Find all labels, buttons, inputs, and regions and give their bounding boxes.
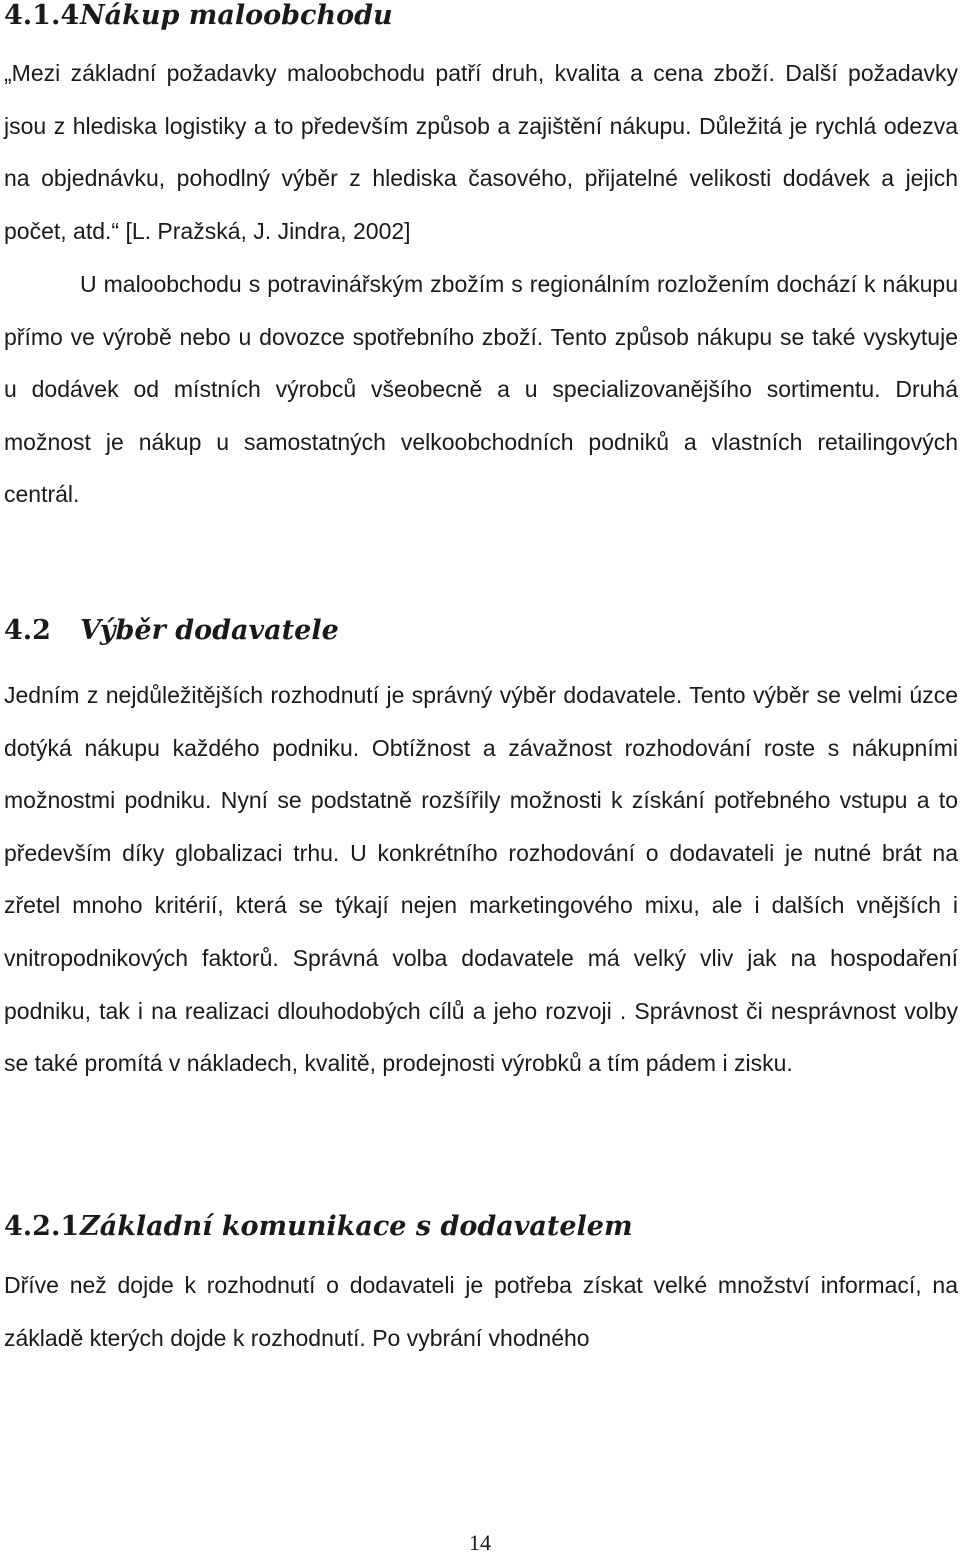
section-title: Výběr dodavatele (80, 615, 339, 646)
section-title: Nákup maloobchodu (80, 0, 393, 31)
paragraph-communication: Dříve než dojde k rozhodnutí o dodavateli je potřeba získat velké množství informací, na základě kterých dojde k rozhodnutí. Po vybrání vhodného (4, 1272, 958, 1351)
section-number: 4.2 (4, 615, 51, 646)
page-number: 14 (469, 1530, 491, 1555)
section-heading-4-1-4 (4, 0, 393, 31)
section-heading-4-2 (4, 615, 339, 646)
section-number: 4.1.4 (4, 0, 80, 31)
paragraph-food-retail: U maloobchodu s potravinářským zbožím s regionálním rozložením dochází k nákupu přímo ve výrobě nebo u dovozce spotřebního zboží. Tento způsob nákupu se také vyskytuje u dodávek od místních výrobců všeobecně a u specializovanějšího sortimentu. Druhá možnost je nákup u samostatných velkoobchodních podniků a vlastních retailingových centrál. (4, 271, 958, 508)
section-heading-4-2-1 (4, 1211, 633, 1242)
section-number: 4.2.1 (4, 1211, 80, 1242)
paragraph-supplier-selection: Jedním z nejdůležitějších rozhodnutí je správný výběr dodavatele. Tento výběr se velmi úzce dotýká nákupu každého podniku. Obtížnost a závažnost rozhodování roste s nákupními možnostmi podniku. Nyní se podstatně rozšířily možnosti k získání potřebného vstupu a to především díky globalizaci trhu. U konkrétního rozhodování o dodavateli je nutné brát na zřetel mnoho kritérií, která se týkají nejen marketingového mixu, ale i dalších vnějších i vnitropodnikových faktorů. Správná volba dodavatele má velký vliv jak na hospodaření podniku, tak i na realizaci dlouhodobých cílů a jeho rozvoji . Správnost či nesprávnost volby se také promítá v nákladech, kvalitě, prodejnosti výrobků a tím pádem i zisku. (4, 682, 958, 1077)
paragraph-quote: „Mezi základní požadavky maloobchodu patří druh, kvalita a cena zboží. Další požadavky jsou z hlediska logistiky a to především způsob a zajištění nákupu. Důležitá je rychlá odezva na objednávku, pohodlný výběr z hlediska časového, přijatelné velikosti dodávek a jejich počet, atd.“ [L. Pražská, J. Jindra, 2002] (4, 60, 958, 244)
section-title: Základní komunikace s dodavatelem (80, 1211, 633, 1242)
